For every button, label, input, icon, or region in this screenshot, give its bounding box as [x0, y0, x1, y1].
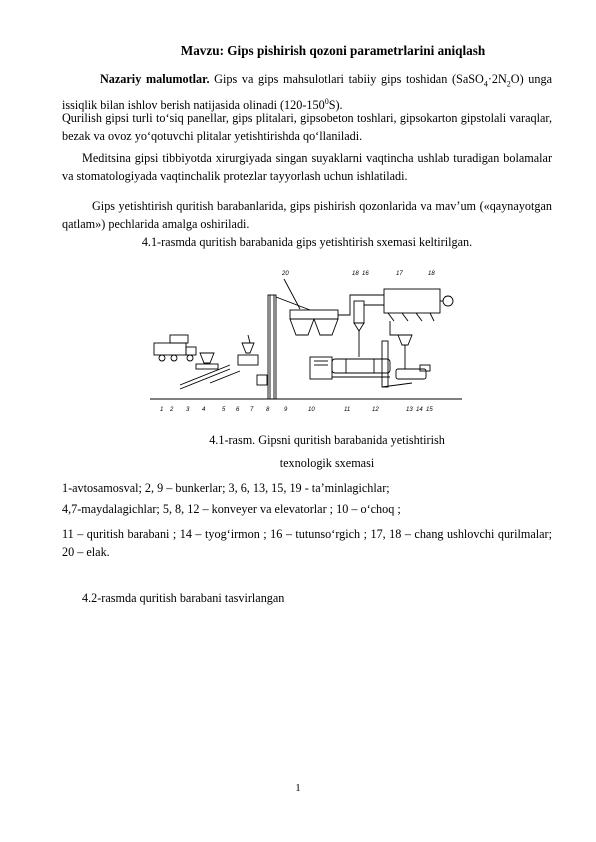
figure-label-top: 18 — [428, 271, 435, 277]
figure-label-top: 20 — [282, 271, 289, 277]
theory-lead: Nazariy malumotlar. — [100, 72, 210, 86]
figure-label-bottom: 8 — [266, 407, 270, 413]
figure-caption: 4.1-rasm. Gipsni quritish barabanida yetishtirish — [209, 433, 445, 447]
paragraph-construction-gypsum: Qurilish gipsi turli to‘siq panellar, gips plitalari, gipsobeton toshlari, gipsokarton gipstolali varaqlar, bezak va ovoz yo‘qotuvchi plitalar yetishtirishda qo‘llaniladi. — [62, 111, 552, 143]
paragraph-production: Gips yetishtirish quritish barabanlarida, gips pishirish qozonlarida va mav’um («qaynayotgan qatlam») pechlarida amalga oshiriladi. — [62, 199, 552, 231]
theory-text-a: Gips va gips mahsulotlari tabiiy gips toshidan (SaSO — [209, 72, 484, 86]
figure-label-bottom: 3 — [186, 407, 190, 413]
figure-label-bottom: 14 — [416, 407, 423, 413]
page-number: 1 — [295, 782, 301, 794]
figure-label-bottom: 9 — [284, 407, 288, 413]
figure-label-top: 16 — [362, 271, 369, 277]
figure-label-bottom: 13 — [406, 407, 413, 413]
figure-label-bottom: 15 — [426, 407, 433, 413]
figure-label-bottom: 7 — [250, 407, 254, 413]
theory-text-b: ·2N — [487, 72, 507, 86]
figure-label-top: 17 — [396, 271, 403, 277]
subscript: 2 — [506, 79, 511, 89]
superscript: 0 — [324, 96, 329, 106]
paragraph-medical-gypsum: Meditsina gipsi tibbiyotda xirurgiyada singan suyaklarni vaqtincha ushlab turadigan bolamalar va stomatologiyada vaqtinchalik protezlar tayyorlash uchun ishlatiladi. — [62, 151, 552, 183]
legend-line-2: 4,7-maydalagichlar; 5, 8, 12 – konveyer va elevatorlar ; 10 – o‘choq ; — [62, 502, 401, 516]
page-title: Mavzu: Gips pishirish qozoni parametrlarini aniqlash — [180, 43, 486, 58]
figure-label-bottom: 1 — [160, 407, 164, 413]
figure-label-bottom: 4 — [202, 407, 206, 413]
paragraph-theory — [62, 71, 552, 115]
legend-line-1: 1-avtosamosval; 2, 9 – bunkerlar; 3, 6, 13, 15, 19 - ta’minlagichlar; — [62, 481, 390, 495]
figure-caption-line2: texnologik sxemasi — [279, 456, 375, 470]
figure-label-bottom: 12 — [372, 407, 379, 413]
legend-line-3: 11 – quritish barabani ; 14 – tyog‘irmon ; 16 – tutunso‘rgich ; 17, 18 – chang ushlovchi qurilmalar; 20 – elak. — [62, 527, 552, 559]
subscript: 4 — [483, 79, 488, 89]
figure-label-bottom: 10 — [308, 407, 315, 413]
figure-label-bottom: 5 — [222, 407, 226, 413]
figure-4-2-intro: 4.2-rasmda quritish barabani tasvirlangan — [82, 591, 285, 605]
technological-scheme-figure — [150, 265, 462, 415]
dump-truck-icon — [154, 335, 196, 361]
theory-text-d: S). — [328, 98, 343, 112]
figure-label-bottom: 6 — [236, 407, 240, 413]
theory-text-c: O) unga issiqlik bilan ishlov berish natijasida olinadi (120-150 — [62, 72, 552, 112]
figure-intro: 4.1-rasmda quritish barabanida gips yetishtirish sxemasi keltirilgan. — [141, 235, 473, 249]
figure-label-bottom: 2 — [170, 407, 174, 413]
figure-label-top: 18 — [352, 271, 359, 277]
figure-label-bottom: 11 — [344, 407, 351, 413]
